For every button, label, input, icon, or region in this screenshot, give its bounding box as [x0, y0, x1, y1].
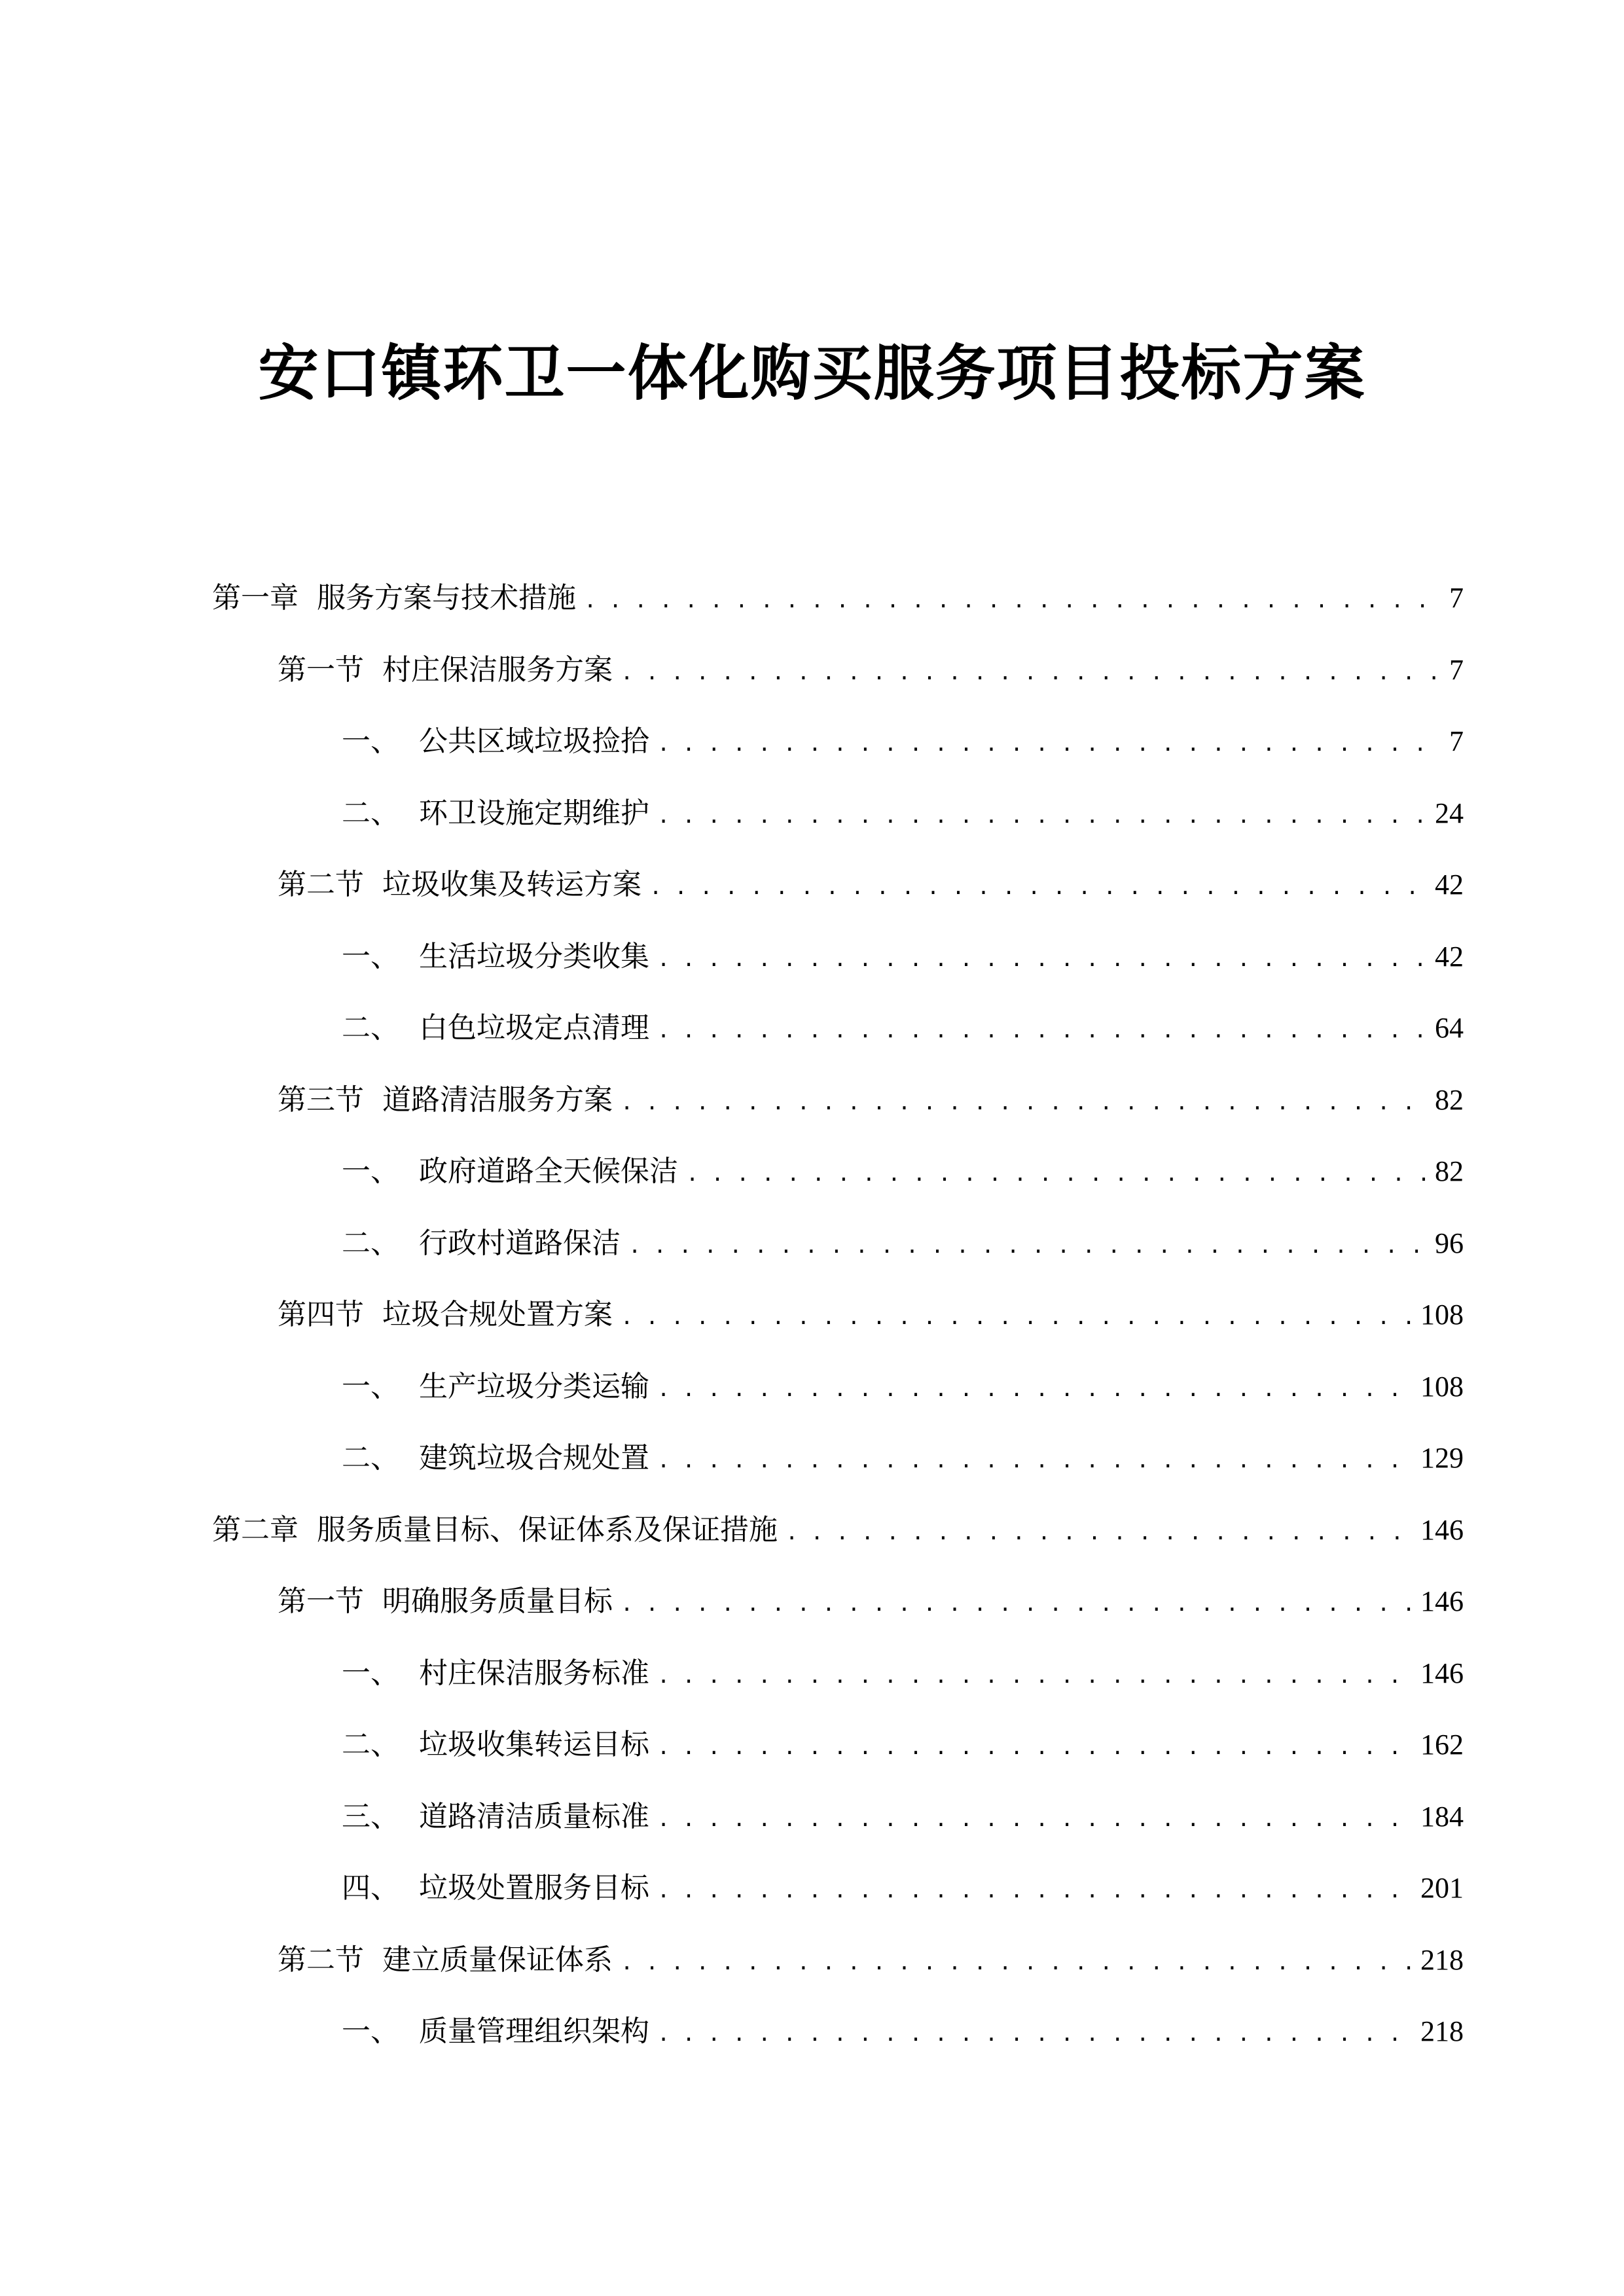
- toc-dot-leader: [621, 1289, 1413, 1343]
- toc-dot-leader: [649, 859, 1427, 913]
- toc-entry[interactable]: [0, 1504, 1464, 1556]
- toc-entry-label: 政府道路全天候保洁: [419, 1155, 678, 1188]
- toc-entry[interactable]: [0, 1432, 1464, 1484]
- toc-entry[interactable]: [0, 1575, 1464, 1628]
- toc-entry-label: 道路清洁服务方案: [382, 1083, 613, 1117]
- toc-entry-label: 垃圾收集及转运方案: [382, 868, 641, 901]
- toc-entry-label: 公共区域垃圾捡拾: [419, 725, 649, 758]
- toc-page-number: 24: [1435, 797, 1464, 829]
- toc-entry-number: 一、: [342, 939, 399, 973]
- toc-entry-label: 生产垃圾分类运输: [419, 1369, 649, 1403]
- toc-entry-label: 白色垃圾定点清理: [419, 1011, 649, 1045]
- toc-entry[interactable]: [0, 1145, 1464, 1198]
- toc-entry-label: 垃圾收集转运目标: [419, 1728, 649, 1761]
- toc-entry-label: 服务质量目标、保证体系及保证措施: [317, 1513, 778, 1547]
- toc-page-number: 64: [1435, 1012, 1464, 1044]
- toc-entry-number: 一、: [342, 1656, 399, 1690]
- document-title: 安口镇环卫一体化购买服务项目投标方案: [258, 338, 1366, 408]
- toc-dot-leader: [584, 572, 1441, 626]
- toc-entry[interactable]: [0, 1719, 1464, 1771]
- toc-entry-number: 第二章: [212, 1513, 298, 1547]
- toc-entry-number: 三、: [342, 1799, 399, 1833]
- toc-page-number: 7: [1449, 653, 1464, 686]
- toc-entry[interactable]: [0, 1647, 1464, 1700]
- toc-dot-leader: [657, 787, 1427, 842]
- toc-page-number: 108: [1420, 1370, 1464, 1403]
- toc-dot-leader: [785, 1504, 1413, 1558]
- toc-entry-number: 第二节: [278, 868, 364, 901]
- toc-dot-leader: [657, 1432, 1413, 1486]
- toc-dot-leader: [621, 644, 1441, 698]
- toc-page-number: 146: [1420, 1513, 1464, 1546]
- toc-entry-number: 二、: [342, 796, 399, 830]
- toc-page-number: 108: [1420, 1299, 1464, 1331]
- toc-page-number: 146: [1420, 1657, 1464, 1689]
- toc-entry[interactable]: [0, 787, 1464, 840]
- toc-dot-leader: [657, 1719, 1413, 1773]
- toc-entry[interactable]: [0, 1217, 1464, 1270]
- toc-dot-leader: [657, 2005, 1413, 2060]
- toc-page-number: 7: [1449, 725, 1464, 757]
- toc-entry-number: 一、: [342, 725, 399, 758]
- toc-entry-label: 村庄保洁服务标准: [419, 1656, 649, 1690]
- toc-page-number: 146: [1420, 1585, 1464, 1617]
- toc-entry-label: 质量管理组织架构: [419, 2015, 649, 2048]
- toc-dot-leader: [657, 1862, 1413, 1916]
- toc-entry-label: 道路清洁质量标准: [419, 1799, 649, 1833]
- toc-dot-leader: [628, 1217, 1427, 1272]
- toc-entry[interactable]: [0, 572, 1464, 624]
- toc-entry-number: 第一节: [278, 653, 364, 687]
- toc-entry[interactable]: [0, 1002, 1464, 1054]
- toc-page-number: 184: [1420, 1800, 1464, 1833]
- toc-dot-leader: [657, 931, 1427, 985]
- toc-entry[interactable]: [0, 1862, 1464, 1914]
- toc-page-number: 42: [1435, 869, 1464, 901]
- toc-dot-leader: [657, 1647, 1413, 1702]
- toc-entry-number: 一、: [342, 2015, 399, 2048]
- toc-entry-label: 服务方案与技术措施: [317, 581, 576, 615]
- toc-entry-number: 二、: [342, 1226, 399, 1260]
- toc-entry-label: 建立质量保证体系: [382, 1943, 613, 1977]
- toc-page-number: 7: [1449, 582, 1464, 614]
- toc-dot-leader: [621, 1934, 1413, 1988]
- toc-entry-number: 第一节: [278, 1585, 364, 1618]
- toc-page-number: 162: [1420, 1729, 1464, 1761]
- toc-dot-leader: [657, 1002, 1427, 1056]
- toc-entry-label: 生活垃圾分类收集: [419, 939, 649, 973]
- toc-page-number: 201: [1420, 1872, 1464, 1904]
- toc-entry-number: 一、: [342, 1155, 399, 1188]
- toc-dot-leader: [657, 1791, 1413, 1845]
- toc-page-number: 129: [1420, 1442, 1464, 1474]
- toc-page-number: 218: [1420, 2015, 1464, 2047]
- toc-entry[interactable]: [0, 644, 1464, 696]
- toc-dot-leader: [621, 1575, 1413, 1630]
- toc-page-number: 42: [1435, 940, 1464, 973]
- toc-entry-label: 环卫设施定期维护: [419, 796, 649, 830]
- toc-entry-label: 村庄保洁服务方案: [382, 653, 613, 687]
- toc-entry[interactable]: [0, 1934, 1464, 1986]
- toc-entry[interactable]: [0, 1791, 1464, 1843]
- toc-dot-leader: [657, 715, 1441, 770]
- toc-entry[interactable]: [0, 2005, 1464, 2058]
- toc-entry-label: 行政村道路保洁: [419, 1226, 621, 1260]
- toc-entry-number: 第二节: [278, 1943, 364, 1977]
- toc-entry-number: 一、: [342, 1369, 399, 1403]
- toc-entry-number: 四、: [342, 1871, 399, 1905]
- toc-entry-number: 第四节: [278, 1298, 364, 1331]
- toc-entry[interactable]: [0, 715, 1464, 768]
- toc-entry-number: 第三节: [278, 1083, 364, 1117]
- toc-entry[interactable]: [0, 859, 1464, 911]
- toc-page-number: 82: [1435, 1083, 1464, 1116]
- toc-dot-leader: [621, 1074, 1427, 1128]
- toc-entry-label: 垃圾合规处置方案: [382, 1298, 613, 1331]
- toc-page-number: 82: [1435, 1155, 1464, 1187]
- toc-dot-leader: [657, 1361, 1413, 1415]
- toc-entry[interactable]: [0, 931, 1464, 983]
- toc-entry-label: 明确服务质量目标: [382, 1585, 613, 1618]
- toc-entry-number: 二、: [342, 1728, 399, 1761]
- toc-entry[interactable]: [0, 1289, 1464, 1341]
- toc-entry-number: 二、: [342, 1441, 399, 1475]
- toc-page-number: 218: [1420, 1943, 1464, 1976]
- toc-entry-number: 第一章: [212, 581, 298, 615]
- toc-entry-number: 二、: [342, 1011, 399, 1045]
- toc-dot-leader: [686, 1145, 1427, 1200]
- toc-entry-label: 垃圾处置服务目标: [419, 1871, 649, 1905]
- toc-entry-label: 建筑垃圾合规处置: [419, 1441, 649, 1475]
- toc-entry[interactable]: [0, 1361, 1464, 1413]
- toc-entry[interactable]: [0, 1074, 1464, 1126]
- toc-page-number: 96: [1435, 1227, 1464, 1259]
